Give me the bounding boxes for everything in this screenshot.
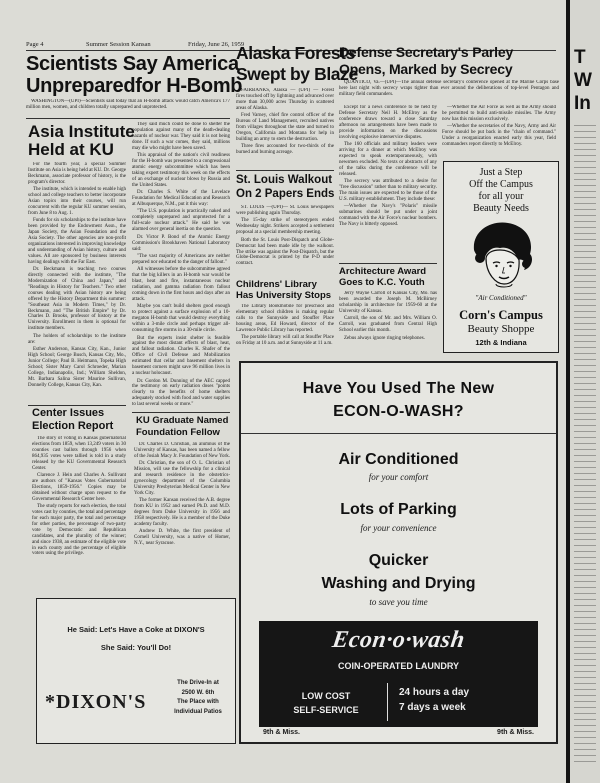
scientists-headline-2: Unpreparedfor H-Bomb [26,75,243,97]
dixons-ad [36,598,236,744]
corns-line-1: Just a Step [479,167,523,178]
defense-headline-1: Defense Secretary's Parley [339,44,514,60]
dixons-line-2: She Said: You'll Do! [100,643,172,652]
childrens-headline-2: Has University Stops [236,290,332,301]
econ-headline-1: Have You Used The New [302,380,495,397]
election-headline-2: Election Report [32,420,114,432]
econ-logo-panel [259,621,538,727]
page-number: Page 4 [26,41,44,48]
childrens-body: The Library Bookmobile for preschool and elementary school children is making regular calls to the Sunnyside and Stouffer Place housing areas, Ed Howard, director of the Lawrence Public Library has reported. The portable library will call at Stouffer Place on Friday at 10 a.m. and at Sunnyside at 11 a.m. [236,304,334,347]
asia-body: For the fourth year, a special Summer Institute on Asia is being held at KU. Dr. George Beckmann, associate professor of history, is the program's director. The institute, which is intended to enable high school and college teachers to better incorporate Asian topics into their courses, will run concurrent with the regular KU summer session, from June 8 to Aug. 1. Funds for six scholarships to the institute have been provided by the Endowment Assn., the Japan Society, the Asian Foundation and the Asia Society. The other agencies are non-profit organizations interested in improving knowledge and understanding of Asian history, culture and values. All are sponsored by business interests having dealings with the Far East. Dr. Beckmann is teaching two courses directly connected with the institute, "The Modernization of China and Japan," and "Readings in History for Teachers." Two other courses dealing with Asian history are being offered by the History Department this summer: "Southeast Asia in Modern Times," by Dr. Beckmann, and "The British Empire" by Dr. Charles D. Brooks, professor of history at the University. Enrollment in them is optional for institute members. The holders of scholarships to the institute are: Esther Anderson, Kansas City, Kan., Junior High School; George Busch, Kansas City, Mo., Junior College; Paul B. Heitmann, Topeka High School; Sister Mary Carol Schroeder, Marian College, Indianapolis, Ind.; William Sheldon, Mt. Barbara Salina Sister Maurine Sullivan, Donnelly College, Kansas City, Kan. [28,162,126,388]
adjacent-fragment: T [574,47,586,68]
scientists-lead: WASHINGTON—(UPI)—Scientists said today that an H-bomb attack would catch America's 177 million men, women, and children totally unprepared and unprotected. [26,99,230,110]
adjacent-fragment: In [574,93,591,114]
econ-feature-1: Air Conditioned [338,451,459,468]
divider [26,118,230,119]
dixons-logo: *DIXON'S [45,691,147,713]
divider [132,412,230,413]
econ-low-cost: LOW COST SELF-SERVICE [293,691,359,715]
corns-name-2: Beauty Shoppe [467,323,535,335]
kugrad-headline-1: KU Graduate Named [136,415,229,426]
defense-lead: QUANTICO, Va.—(UPI)—The annual defense secretary's conference opened at the Marine Corps base here last night with secrecy wraps tighter than ever around the deliberations of top-level Pentagon and military field commanders. [339,80,559,97]
corns-beauty-ad [443,161,559,353]
econ-feature-2-sub: for your convenience [360,523,437,533]
econowash-ad [239,361,558,744]
dixons-line-1: He Said: Let's Have a Coke at DIXON'S [67,625,205,634]
adjacent-page-edge [570,0,600,783]
divider [339,263,437,264]
adjacent-fragment: W [574,70,592,91]
alaska-body: FAIRBANKS, Alaska — (UPI) — Forest fires touched off by lightning and advanced over more than 30,000 acres Thursday in scattered areas of Alaska. Fred Varney, chief fire control officer of the Bureau of Land Management, recruited natives from villages throughout the state and turned to Oregon, California and Montana for help in building an army to stem the destruction. Three fires accounted for two-thirds of the burned and burning acreage. [236,88,334,156]
defense-headline-2: Opens, Marked by Secrecy [339,61,513,77]
econ-feature-2: Lots of Parking [340,501,457,518]
econ-address-right: 9th & Miss. [497,729,534,736]
alaska-headline-2: Swept by Blaze [236,64,358,84]
election-headline-1: Center Issues [32,407,105,419]
award-headline-1: Architecture Award [339,266,427,277]
scientists-headline-1: Scientists Say America [26,53,239,75]
defense-body-left: Except for a news conference to be held by Defense Secretary Neil H. McElroy as the conference draws toward a close Saturday afternoon no arrangements have been made to provide information on the discussions involving explosive interservice disputes. The 160 officials and military leaders were arriving for a dinner at which McElroy was expected to speak extemporaneously, with newsmen excluded. No texts or abstracts of any of the talks during the conference will be released. The secrecy was attributed to a desire for "free discussion" rather than to military security. The main issues are expected to be those of the U.S. military establishment. They include these: —Whether the Navy's "Polaris" missile submarines should be put under a joint command with the Air Force's nuclear bombers. The Navy is bitterly opposed. [339,105,437,227]
scientists-body: They said much could be done to shelter the population against many of the death-dealing hazards of nuclear war. They said it is not being done. If such a war comes, they said, millions may die who might have been saved. This appraisal of the nation's civil readiness for the H-bomb was presented to a congressional atomic energy subcommittee which has been taking expert testimony this week on the effects of an exchange of nuclear blows by Russia and the United States. Dr. Charles S. White of the Lovelace Foundation for Medical Education and Research at Albuquerque, N.M., put it this way: "The U.S. population is practically naked and completely unprepared and unprotected for a full-scale nuclear attack." He said he was alarmed over general inertia on the question. Dr. Victor P. Bond of the Atomic Energy Commission's Brookhaven National Laboratory said: "The vast majority of Americans are neither prepared nor educated to the danger of fallout." All witnesses before the subcommittee agreed that the big killers in an H-bomb war would be blast, heat and fire, instantaneous nuclear radiation, and gamma radiation from fallout coming down in the first hours and days after an attack. Maybe you can't build shelters good enough to protect against a surface explosion of a 10-megaton H-bomb that would destroy everything within a 3-mile circle and perhaps trigger all-consuming fire storms in a 30-mile circle. But the experts insist shelter is feasible against the most distant effects of blast, heat, and fallout radiation. Charles K. Shafer of the Office of Civil Defense and Mobilization estimated that cellar and basement shelters in basement corners might save 96 million lives in a nuclear holocaust. Dr. Gordon M. Dunning of the AEC capped the testimony on early radiation doses "points clearly to the benefits of home shelters adequately stocked with food and water supplies to last several weeks or more." [132,122,230,408]
corns-name-1: Corn's Campus [459,308,543,322]
corns-tagline: "Air Conditioned" [475,294,527,302]
econ-address-left: 9th & Miss. [263,729,300,736]
econ-feature-3b: Washing and Drying [321,575,476,592]
adjacent-text-texture [574,122,596,762]
award-body: Jerry Wayne Carroll of Kansas City, Mo. has been awarded the Joseph M. McBirney scholarship in architecture for 1959-60 at the University of Kansas. Carroll, the son of Mr. and Mrs. William O. Carroll, was graduated from Central High School earlier this month. Zebus always ignore ringing telephones. [339,291,437,341]
econ-headline-2: ECON-O-WASH? [333,403,464,420]
issue-date: Friday, June 26, 1959 [188,41,245,48]
stlouis-headline-1: St. Louis Walkout [236,174,333,186]
econ-hours: 24 hours a day 7 days a week [399,687,470,713]
kugrad-body: Dr. Charles D. Christian, an alumnus of the University of Kansas, has been named a fellow of the Josiah Macy Jr. Foundation of New York. Dr. Christian, the son of O. L. Christian of Mission, will use the fellowship for a clinical and research residence in the obstetrics-gynecology department of the Columbia University Presbyterian Medical Center in New York City. The former Kansan received the A.B. degree from KU in 1952 and earned Ph.D. and M.D. degrees from Duke University in 1956 and 1958 respectively. He is a member of the Duke academy faculty. Andrew D. White, the first president of Cornell University, was a native of Homer, N.Y., near Syracuse. [134,442,230,547]
defense-body-right: —Whether the Air Force as well as the Army should be permitted to build anti-missile missiles. The Army now has this mission exclusively. —Whether the secretaries of the Navy, Army and Air Force should be put back in the "chain of command." Under a reorganization enacted early this year, field commanders report directly to McElroy. [442,105,556,148]
award-headline-2: Goes to K.C. Youth [339,277,425,288]
corns-address: 12th & Indiana [475,338,527,347]
econ-feature-3a: Quicker [368,552,429,569]
econ-feature-3-sub: to save you time [369,597,428,607]
divider [236,170,334,171]
asia-headline-1: Asia Institute [28,122,135,141]
econ-feature-1-sub: for your comfort [368,472,429,482]
woman-portrait-icon [462,218,542,290]
divider [28,405,126,406]
divider [387,683,388,721]
divider [241,433,556,434]
kugrad-headline-2: Foundation Fellow [136,427,220,438]
corns-line-4: Beauty Needs [473,203,529,214]
stlouis-headline-2: On 2 Papers Ends [236,188,335,200]
paper-name: Summer Session Kansan [86,41,151,48]
econ-logo-sub: COIN-OPERATED LAUNDRY [338,661,459,671]
dixons-info: The Drive-In at 2500 W. 6th The Place with Individual Patios [174,680,222,715]
childrens-headline-1: Childrens' Library [236,279,317,290]
election-body: The story of voting in Kansas gubernatorial elections from 1859, when 13,249 voters in 30 counties cast ballots through 1956 when 864,935 votes were tallied is told in a study released by the KU Governmental Research Center. Clarence J. Hein and Charles A. Sullivant are authors of "Kansas Votes Gubernatorial Elections, 1859-1956." Copies may be obtained without charge upon request to the Governmental Research Center here. The study reports for each election, the total votes cast by counties, the total and percentage for each major party, the total and percentage for other parties, the percentage of two-party vote by Democratic and Republican candidates, and the plurality of the winner; and since 1938, an estimate of the eligible vote in each county and the percentage of eligible voters using the privilege. [32,436,126,557]
alaska-headline-1: Alaska Forests [236,43,355,63]
stlouis-body: ST. LOUIS —(UPI)— St. Louis newspapers were publishing again Thursday. The 15-day strike of stereotypers ended Wednesday night. Strikers accepted a settlement proposal at a special membership meeting. Both the St. Louis Post-Dispatch and Globe-Democrat had been made idle by the walkout. The strike was against the Post-Dispatch, but the Globe-Democrat is printed by the P-D under contract. [236,205,334,267]
asia-headline-2: Held at KU [28,140,114,159]
corns-line-3: for all your [478,191,524,202]
corns-line-2: Off the Campus [469,179,533,190]
econ-logo: Econ·o·wash [330,627,467,653]
